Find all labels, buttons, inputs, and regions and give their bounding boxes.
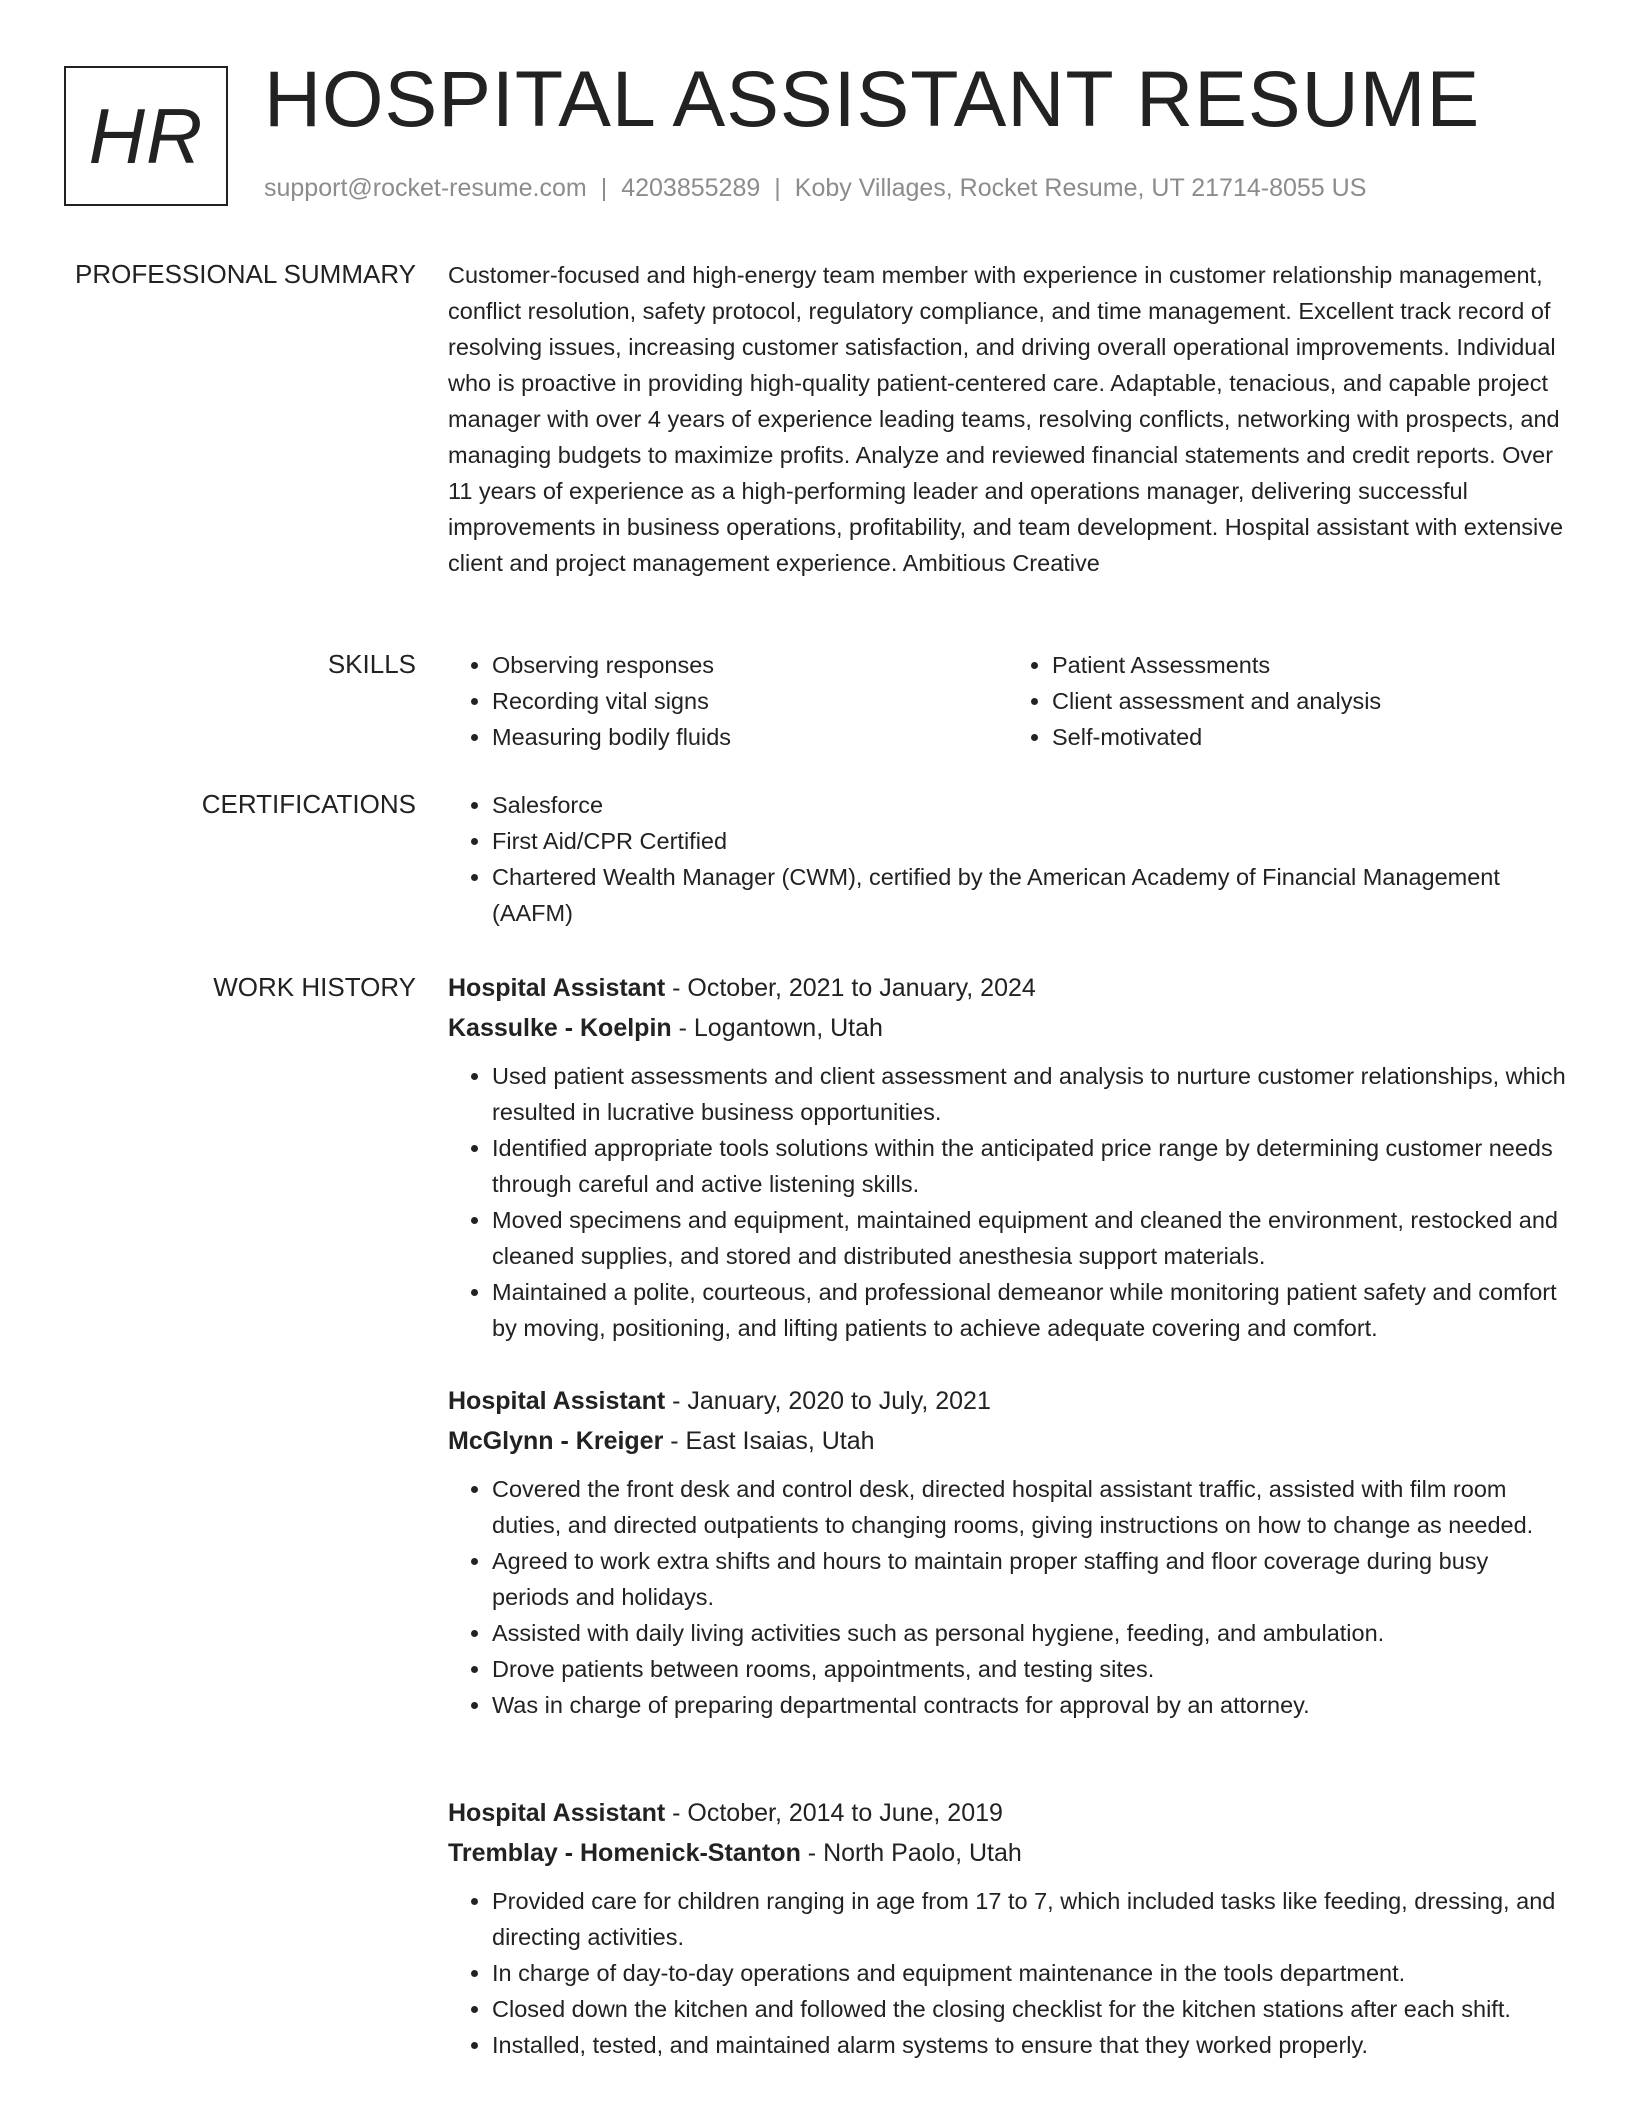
job-bullets	[448, 1471, 1568, 1723]
contact-line	[264, 174, 1366, 203]
job-company: McGlynn - Kreiger	[448, 1427, 664, 1455]
job-bullet: • Agreed to work extra shifts and hours to maintain proper staffing and floor coverage during busy periods and holidays.	[492, 1543, 1568, 1615]
job-bullet: • Covered the front desk and control desk, directed hospital assistant traffic, assisted with film room duties, and directed outpatients to changing rooms, giving instructions on how to change as needed.	[492, 1471, 1568, 1543]
skills-list-left	[448, 647, 1008, 755]
contact-phone[interactable]: 4203855289	[621, 174, 761, 202]
job-bullet: • Used patient assessments and client assessment and analysis to nurture customer relationships, which resulted in lucrative business opportunities.	[492, 1058, 1568, 1130]
job-company-line	[448, 1421, 1568, 1461]
job-location: - East Isaias, Utah	[663, 1427, 875, 1455]
summary-heading: PROFESSIONAL SUMMARY	[75, 259, 416, 289]
job-dates: - January, 2020 to July, 2021	[665, 1387, 991, 1415]
job-bullet: • Installed, tested, and maintained alarm systems to ensure that they worked properly.	[492, 2027, 1568, 2063]
job-title-line	[448, 968, 1568, 1008]
job-bullet: • Was in charge of preparing departmental contracts for approval by an attorney.	[492, 1687, 1568, 1723]
job-bullet: • Maintained a polite, courteous, and professional demeanor while monitoring patient safety and comfort by moving, positioning, and lifting patients to achieve adequate covering and comfort.	[492, 1274, 1568, 1346]
certification-item: • Salesforce	[492, 787, 1568, 823]
job-bullet: • Identified appropriate tools solutions within the anticipated price range by determining customer needs through careful and active listening skills.	[492, 1130, 1568, 1202]
job-location: - North Paolo, Utah	[800, 1839, 1022, 1867]
job-company: Kassulke - Koelpin	[448, 1014, 672, 1042]
job-title-line	[448, 1381, 1568, 1421]
work-history-heading: WORK HISTORY	[213, 972, 416, 1002]
summary-section	[448, 257, 1568, 581]
skill-item: • Measuring bodily fluids	[492, 719, 1008, 755]
job-entry	[448, 1793, 1568, 2063]
contact-address: Koby Villages, Rocket Resume, UT 21714-8055 US	[794, 174, 1367, 202]
job-title: Hospital Assistant	[448, 974, 666, 1002]
contact-separator: |	[774, 174, 781, 202]
certification-item: • First Aid/CPR Certified	[492, 823, 1568, 859]
job-dates: - October, 2021 to January, 2024	[665, 974, 1036, 1002]
skill-item: • Self-motivated	[1052, 719, 1568, 755]
skills-list-right	[1008, 647, 1568, 755]
job-company-line	[448, 1008, 1568, 1048]
job-bullets	[448, 1058, 1568, 1346]
job-title-line	[448, 1793, 1568, 1833]
job-company-line	[448, 1833, 1568, 1873]
certifications-section	[448, 787, 1568, 931]
job-location: - Logantown, Utah	[671, 1014, 883, 1042]
skill-item: • Recording vital signs	[492, 683, 1008, 719]
job-bullet: • Moved specimens and equipment, maintained equipment and cleaned the environment, restocked and cleaned supplies, and stored and distributed anesthesia support materials.	[492, 1202, 1568, 1274]
certifications-list	[448, 787, 1568, 931]
job-entry	[448, 1381, 1568, 1723]
job-bullets	[448, 1883, 1568, 2063]
job-bullet: • Closed down the kitchen and followed the closing checklist for the kitchen stations after each shift.	[492, 1991, 1568, 2027]
contact-email[interactable]: support@rocket-resume.com	[264, 174, 587, 202]
skills-heading: SKILLS	[327, 649, 416, 679]
skill-item: • Observing responses	[492, 647, 1008, 683]
page-title: HOSPITAL ASSISTANT RESUME	[264, 54, 1481, 143]
job-bullet: • Assisted with daily living activities such as personal hygiene, feeding, and ambulation.	[492, 1615, 1568, 1651]
job-title: Hospital Assistant	[448, 1387, 666, 1415]
job-company: Tremblay - Homenick-Stanton	[448, 1839, 801, 1867]
certifications-heading: CERTIFICATIONS	[201, 789, 416, 819]
job-entry	[448, 968, 1568, 1346]
summary-text: Customer-focused and high-energy team member with experience in customer relationship management, conflict resolution, safety protocol, regulatory compliance, and time management. Excellent track record of resolving issues, increasing customer satisfaction, and driving overall operational improvements. Individual who is proactive in providing high-quality patient-centered care. Adaptable, tenacious, and capable project manager with over 4 years of experience leading teams, resolving conflicts, networking with prospects, and managing budgets to maximize profits. Analyze and reviewed financial statements and credit reports. Over 11 years of experience as a high-performing leader and operations manager, delivering successful improvements in business operations, profitability, and team development. Hospital assistant with extensive client and project management experience. Ambitious Creative	[448, 262, 1564, 576]
monogram-logo: HR	[64, 66, 228, 206]
skills-section	[448, 647, 1568, 755]
job-bullet: • Drove patients between rooms, appointments, and testing sites.	[492, 1651, 1568, 1687]
job-bullet: • Provided care for children ranging in age from 17 to 7, which included tasks like feeding, dressing, and directing activities.	[492, 1883, 1568, 1955]
skill-item: • Client assessment and analysis	[1052, 683, 1568, 719]
job-title: Hospital Assistant	[448, 1799, 666, 1827]
skill-item: • Patient Assessments	[1052, 647, 1568, 683]
certification-item: • Chartered Wealth Manager (CWM), certified by the American Academy of Financial Management (AAFM)	[492, 859, 1568, 931]
contact-separator: |	[600, 174, 608, 202]
job-dates: - October, 2014 to June, 2019	[665, 1799, 1003, 1827]
job-bullet: • In charge of day-to-day operations and equipment maintenance in the tools department.	[492, 1955, 1568, 1991]
